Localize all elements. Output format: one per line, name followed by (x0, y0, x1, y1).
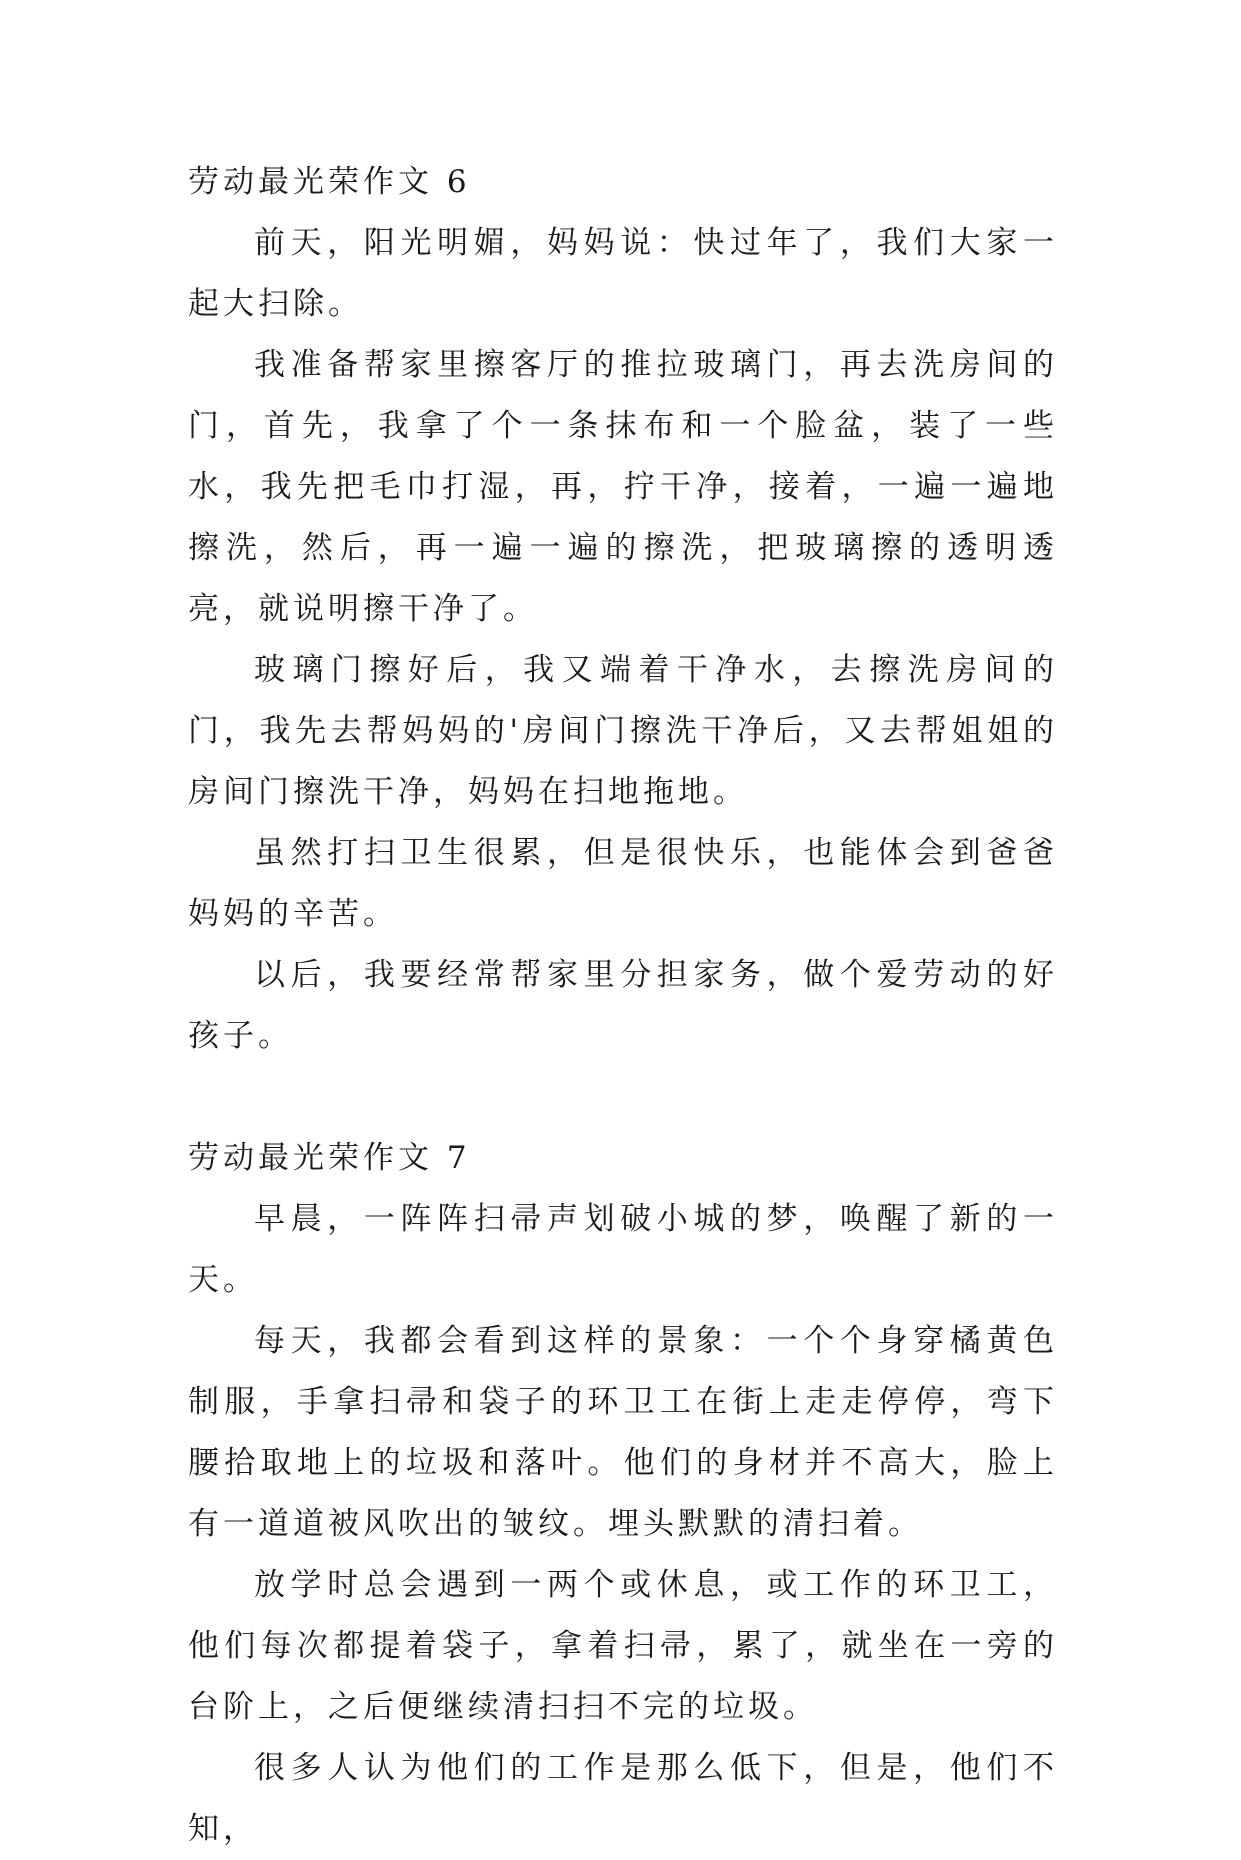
paragraph: 放学时总会遇到一两个或休息，或工作的环卫工，他们每次都提着袋子，拿着扫帚，累了，就坐在一旁的台阶上，之后便继续清扫扫不完的垃圾。 (188, 1567, 1058, 1725)
paragraph: 每天，我都会看到这样的景象：一个个身穿橘黄色制服，手拿扫帚和袋子的环卫工在街上走走停停，弯下腰拾取地上的垃圾和落叶。他们的身材并不高大，脸上有一道道被风吹出的皱纹。埋头默默的清扫着。 (188, 1323, 1058, 1542)
section-spacer (188, 1067, 1058, 1128)
paragraph: 我准备帮家里擦客厅的推拉玻璃门，再去洗房间的门，首先，我拿了个一条抹布和一个脸盆，装了一些水，我先把毛巾打湿，再，拧干净，接着，一遍一遍地擦洗，然后，再一遍一遍的擦洗，把玻璃擦的透明透亮，就说明擦干净了。 (188, 347, 1058, 627)
paragraph: 玻璃门擦好后，我又端着干净水，去擦洗房间的门，我先去帮妈妈的'房间门擦洗干净后，又去帮姐姐的房间门擦洗干净，妈妈在扫地拖地。 (188, 652, 1058, 810)
essay-section-7 (188, 1128, 1058, 1860)
essay-section-6 (188, 152, 1058, 1067)
paragraph: 虽然打扫卫生很累，但是很快乐，也能体会到爸爸妈妈的辛苦。 (188, 835, 1058, 932)
essay-title: 劳动最光荣作文 6 (188, 164, 471, 200)
paragraph: 前天，阳光明媚，妈妈说：快过年了，我们大家一起大扫除。 (188, 225, 1058, 322)
essay-title: 劳动最光荣作文 7 (188, 1140, 471, 1176)
paragraph: 早晨，一阵阵扫帚声划破小城的梦，唤醒了新的一天。 (188, 1201, 1058, 1298)
document-page (188, 152, 1058, 1860)
paragraph: 很多人认为他们的工作是那么低下，但是，他们不知， (188, 1750, 1058, 1847)
paragraph: 以后，我要经常帮家里分担家务，做个爱劳动的好孩子。 (188, 957, 1058, 1054)
